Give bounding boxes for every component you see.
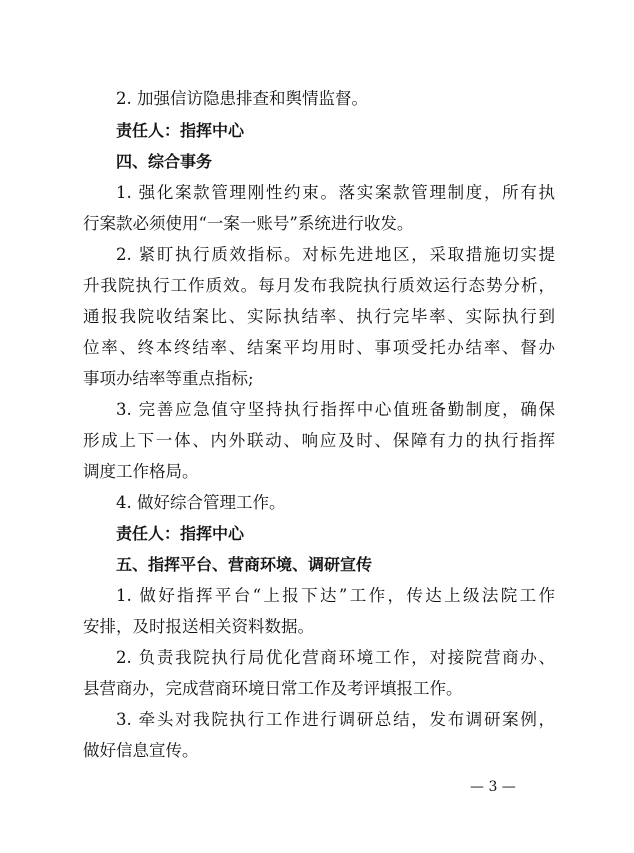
section-heading: 四、综合事务	[116, 152, 213, 171]
paragraph-line: 2. 加强信访隐患排查和舆情监督。	[116, 89, 368, 108]
paragraph-line: 1. 做好指挥平台“上报下达”工作，传达上级法院工作	[116, 586, 555, 605]
paragraph-line: 做好信息宣传。	[83, 741, 199, 760]
paragraph-line: 4. 做好综合管理工作。	[116, 493, 286, 512]
paragraph-line: 调度工作格局。	[83, 462, 199, 481]
page-number: — 3 —	[470, 779, 516, 795]
paragraph-line: 3. 牵头对我院执行工作进行调研总结，发布调研案例，	[116, 710, 555, 729]
paragraph-line: 行案款必须使用“一案一账号”系统进行收发。	[83, 214, 414, 233]
paragraph-line: 1. 强化案款管理刚性约束。落实案款管理制度，所有执	[116, 183, 555, 202]
paragraph-line: 形成上下一体、内外联动、响应及时、保障有力的执行指挥	[83, 431, 555, 450]
paragraph-line: 升我院执行工作质效。每月发布我院执行质效运行态势分析，	[83, 276, 555, 295]
responsible-person-heading: 责任人：指挥中心	[116, 121, 245, 140]
paragraph-line: 事项办结率等重点指标;	[83, 369, 254, 388]
paragraph-line: 2. 紧盯执行质效指标。对标先进地区，采取措施切实提	[116, 245, 555, 264]
paragraph-line: 县营商办，完成营商环境日常工作及考评填报工作。	[83, 679, 463, 698]
paragraph-line: 2. 负责我院执行局优化营商环境工作，对接院营商办、	[116, 648, 555, 667]
paragraph-line: 安排，及时报送相关资料数据。	[83, 617, 314, 636]
section-heading: 五、指挥平台、营商环境、调研宣传	[116, 555, 373, 574]
paragraph-line: 通报我院收结案比、实际执结率、执行完毕率、实际执行到	[83, 307, 555, 326]
paragraph-line: 位率、终本终结率、结案平均用时、事项受托办结率、督办	[83, 338, 555, 357]
responsible-person-heading: 责任人：指挥中心	[116, 524, 245, 543]
paragraph-line: 3. 完善应急值守坚持执行指挥中心值班备勤制度，确保	[116, 400, 555, 419]
